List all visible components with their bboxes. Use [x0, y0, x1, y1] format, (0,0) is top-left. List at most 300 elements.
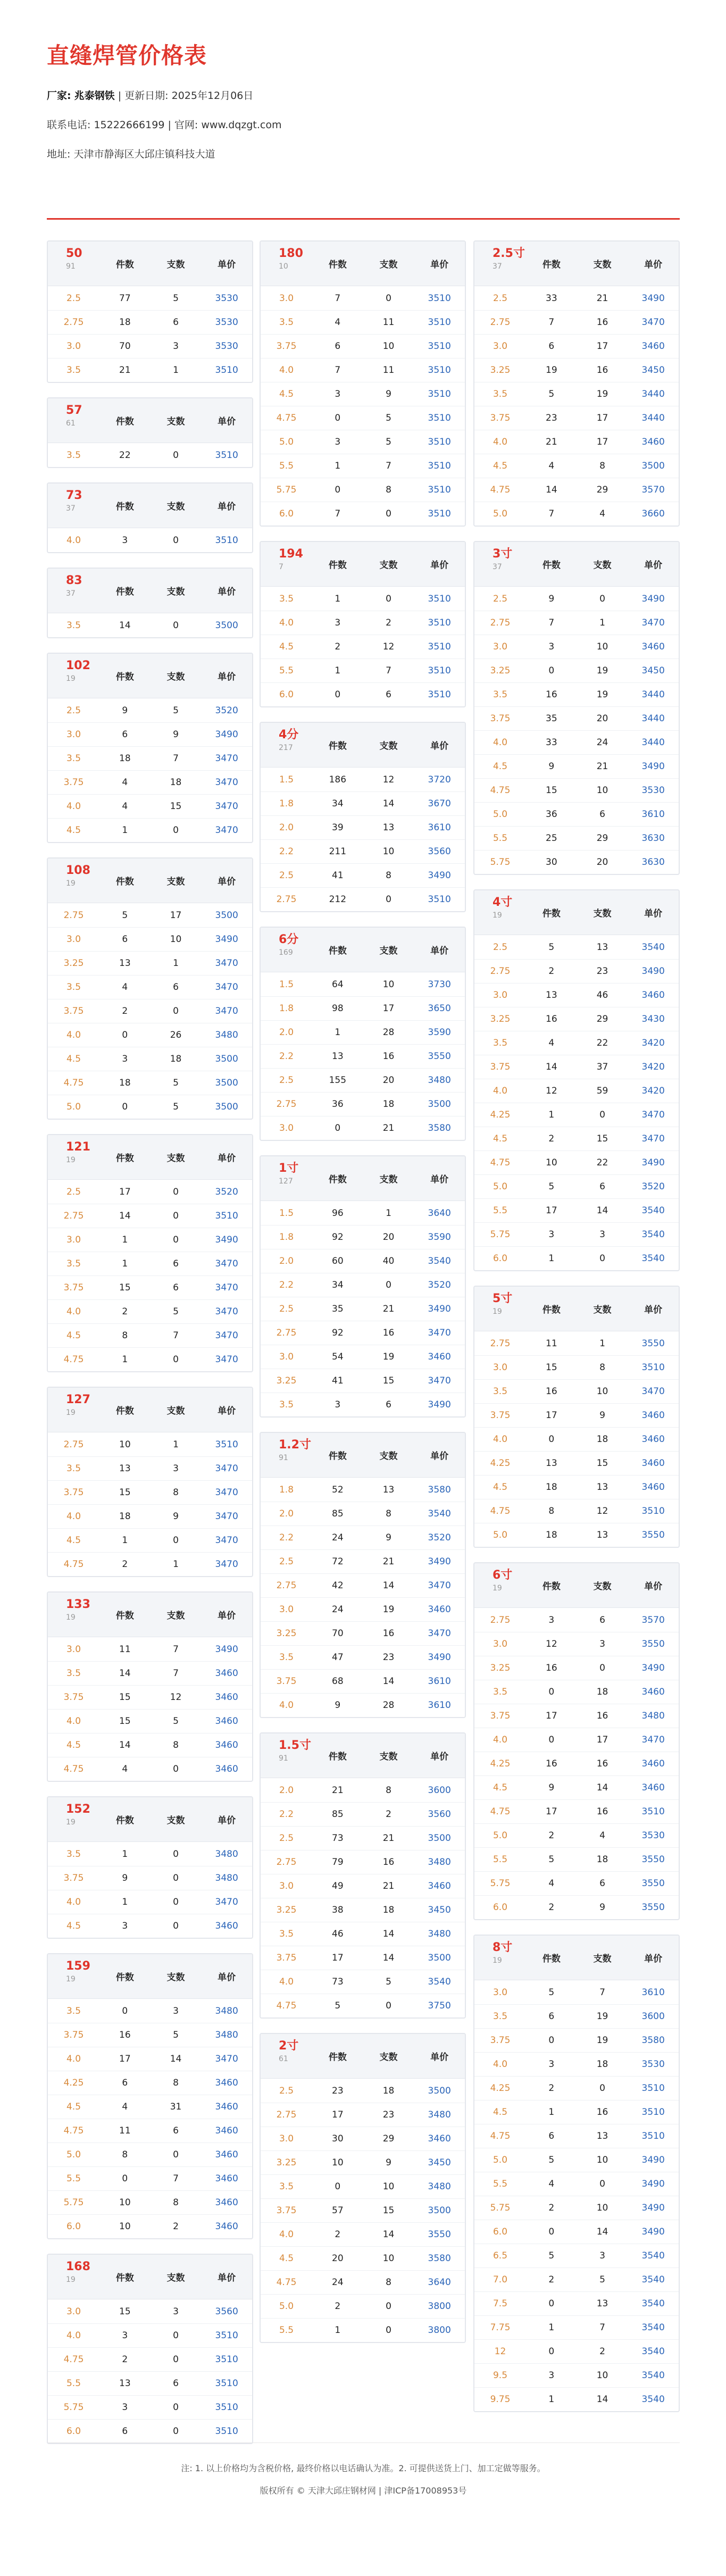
- price-cell: 3470: [641, 1133, 665, 1144]
- table-row: [48, 1709, 252, 1733]
- table-row: [48, 334, 252, 358]
- qty-cell: 17: [546, 1711, 557, 1721]
- pcs-cell: 7: [173, 1644, 179, 1655]
- pipe-size: 127: [66, 1393, 90, 1406]
- pcs-cell: 29: [382, 2133, 395, 2144]
- table-header: [474, 890, 679, 935]
- price-table: [473, 1562, 680, 1920]
- price-cell: 3460: [641, 641, 665, 652]
- table-row: [261, 1802, 465, 1826]
- qty-cell: 3: [335, 1399, 341, 1410]
- table-header: [48, 1135, 252, 1180]
- pcs-cell: 14: [596, 1205, 608, 1216]
- pcs-cell: 5: [599, 2274, 605, 2285]
- pcs-cell: 3: [173, 341, 179, 352]
- pcs-cell: 16: [382, 1857, 395, 1868]
- thickness-cell: 3.0: [66, 2306, 81, 2317]
- thickness-cell: 6.5: [493, 2250, 508, 2261]
- price-header: 单价: [644, 1581, 663, 1592]
- pcs-cell: 0: [386, 2325, 391, 2336]
- pcs-cell: 6: [173, 317, 179, 328]
- qty-cell: 9: [122, 1873, 128, 1883]
- price-cell: 3460: [215, 1921, 238, 1931]
- table-row: [48, 2143, 252, 2166]
- thickness-cell: 3.75: [490, 1711, 511, 1721]
- thickness-cell: 3.25: [276, 1628, 297, 1639]
- price-cell: 3480: [215, 2005, 238, 2016]
- thickness-cell: 4.25: [490, 1758, 511, 1769]
- price-header: 单价: [644, 260, 663, 270]
- price-cell: 3480: [215, 1030, 238, 1040]
- qty-cell: 0: [548, 1735, 555, 1745]
- price-cell: 3500: [428, 1099, 451, 1110]
- table-row: [48, 286, 252, 310]
- qty-header: 件数: [115, 416, 134, 427]
- thickness-cell: 7.0: [493, 2274, 508, 2285]
- pcs-cell: 10: [596, 2155, 608, 2165]
- table-row: [261, 587, 465, 611]
- price-header: 单价: [430, 560, 449, 571]
- pcs-header: 支数: [166, 502, 185, 512]
- table-row: [261, 1321, 465, 1345]
- qty-cell: 3: [122, 2402, 128, 2413]
- price-cell: 3510: [215, 2378, 238, 2389]
- qty-cell: 211: [329, 846, 347, 857]
- price-cell: 3530: [215, 293, 238, 304]
- thickness-cell: 3.5: [493, 1386, 508, 1397]
- table-row: [261, 1393, 465, 1416]
- pcs-header: 支数: [379, 1752, 398, 1762]
- thickness-cell: 2.5: [279, 870, 294, 881]
- price-cell: 3510: [641, 1806, 665, 1817]
- qty-cell: 14: [546, 485, 557, 495]
- qty-cell: 16: [546, 1386, 557, 1397]
- thickness-cell: 2.0: [279, 822, 294, 833]
- price-cell: 3490: [641, 2203, 665, 2213]
- price-cell: 3510: [428, 389, 451, 399]
- pcs-cell: 7: [599, 1987, 605, 1998]
- pcs-cell: 29: [596, 1014, 608, 1024]
- thickness-cell: 4.0: [279, 1700, 294, 1711]
- table-row: [48, 2299, 252, 2323]
- table-row: [474, 478, 679, 502]
- pcs-header: 支数: [379, 1174, 398, 1185]
- table-row: [474, 1656, 679, 1680]
- pcs-cell: 21: [596, 761, 608, 772]
- price-cell: 3510: [428, 437, 451, 447]
- qty-cell: 24: [332, 2277, 344, 2288]
- price-cell: 3530: [641, 1830, 665, 1841]
- price-cell: 3480: [215, 1873, 238, 1883]
- thickness-cell: 3.5: [279, 1652, 294, 1663]
- table-row: [48, 358, 252, 382]
- price-cell: 3440: [641, 413, 665, 423]
- qty-cell: 52: [332, 1484, 344, 1495]
- price-cell: 3500: [215, 1054, 238, 1064]
- price-header: 单价: [218, 672, 236, 682]
- pcs-cell: 18: [596, 1854, 608, 1865]
- qty-cell: 23: [546, 413, 557, 423]
- table-row: [474, 1523, 679, 1547]
- qty-header: 件数: [328, 741, 347, 752]
- pcs-cell: 10: [170, 934, 182, 945]
- table-row: [48, 2095, 252, 2119]
- pcs-cell: 31: [170, 2102, 182, 2112]
- pcs-cell: 8: [599, 1362, 605, 1373]
- pcs-cell: 9: [173, 1511, 179, 1522]
- price-header: 单价: [430, 946, 449, 956]
- qty-cell: 17: [546, 1806, 557, 1817]
- price-cell: 3590: [428, 1027, 451, 1038]
- table-row: [474, 1475, 679, 1499]
- price-cell: 3510: [215, 2330, 238, 2341]
- qty-cell: 1: [122, 1897, 128, 1907]
- thickness-cell: 2.5: [279, 1833, 294, 1844]
- pcs-cell: 8: [173, 2078, 179, 2088]
- qty-header: 件数: [115, 260, 134, 270]
- qty-cell: 41: [332, 870, 344, 881]
- table-row: [474, 1980, 679, 2004]
- qty-cell: 24: [332, 1604, 344, 1615]
- price-table: [260, 1155, 466, 1418]
- qty-header: 件数: [328, 260, 347, 270]
- qty-cell: 98: [332, 1003, 344, 1014]
- price-cell: 3440: [641, 389, 665, 399]
- price-table: [47, 1953, 253, 2239]
- qty-cell: 14: [119, 620, 131, 631]
- price-cell: 3500: [215, 1102, 238, 1112]
- table-row: [261, 1273, 465, 1297]
- price-header: 单价: [218, 1815, 236, 1826]
- qty-cell: 15: [119, 1692, 131, 1703]
- price-table: [260, 1432, 466, 1718]
- pipe-size: 4分: [279, 728, 299, 741]
- table-row: [474, 935, 679, 959]
- thickness-cell: 5.75: [276, 485, 297, 495]
- price-cell: 3540: [641, 2250, 665, 2261]
- pcs-cell: 40: [382, 1256, 395, 1266]
- thickness-cell: 2.75: [490, 317, 511, 328]
- qty-cell: 3: [122, 2330, 128, 2341]
- size-cell: [261, 542, 312, 586]
- pcs-cell: 20: [382, 1075, 395, 1086]
- table-row: [48, 1047, 252, 1071]
- pcs-cell: 5: [173, 1078, 179, 1088]
- pcs-cell: 18: [170, 1054, 182, 1064]
- price-cell: 3520: [428, 1532, 451, 1543]
- table-row: [48, 1733, 252, 1757]
- pcs-header: 支数: [166, 2273, 185, 2283]
- thickness-cell: 3.5: [66, 365, 81, 376]
- qty-header: 件数: [542, 260, 561, 270]
- table-row: [474, 2291, 679, 2315]
- qty-cell: 3: [122, 1054, 128, 1064]
- price-cell: 3470: [215, 982, 238, 993]
- pcs-cell: 19: [596, 689, 608, 700]
- price-cell: 3610: [641, 809, 665, 820]
- table-row: [48, 999, 252, 1023]
- pcs-cell: 0: [386, 1280, 391, 1290]
- thickness-cell: 3.75: [490, 2035, 511, 2046]
- qty-cell: 11: [119, 1644, 131, 1655]
- qty-cell: 1: [122, 825, 128, 836]
- price-table: [47, 857, 253, 1120]
- pcs-cell: 7: [173, 1668, 179, 1679]
- price-cell: 3490: [641, 966, 665, 977]
- pcs-header: 支数: [593, 1305, 612, 1315]
- table-row: [48, 1071, 252, 1095]
- pcs-cell: 28: [382, 1700, 395, 1711]
- thickness-cell: 4.75: [490, 2131, 511, 2141]
- price-cell: 3550: [641, 1338, 665, 1349]
- price-cell: 3490: [641, 2179, 665, 2189]
- thickness-cell: 9.75: [490, 2394, 511, 2405]
- qty-cell: 17: [546, 1410, 557, 1421]
- thickness-cell: 3.75: [63, 1487, 84, 1498]
- price-cell: 3580: [428, 1123, 451, 1133]
- pcs-cell: 5: [386, 413, 391, 423]
- thickness-cell: 4.0: [66, 2330, 81, 2341]
- price-cell: 3530: [641, 2059, 665, 2070]
- thickness-cell: 3.0: [279, 1123, 294, 1133]
- table-row: [48, 2071, 252, 2095]
- price-cell: 3470: [215, 1559, 238, 1570]
- pipe-size: 168: [66, 2260, 90, 2273]
- thickness-cell: 5.0: [493, 809, 508, 820]
- footer-copyright: 版权所有 © 天津大邱庄钢材网 | 津ICP备17008953号: [260, 2486, 467, 2496]
- price-cell: 3660: [641, 508, 665, 519]
- price-cell: 3470: [215, 1897, 238, 1907]
- pcs-cell: 3: [599, 1639, 605, 1649]
- pcs-cell: 14: [382, 798, 395, 809]
- thickness-cell: 4.0: [493, 2059, 508, 2070]
- table-row: [261, 2246, 465, 2270]
- qty-cell: 70: [332, 1628, 344, 1639]
- thickness-cell: 3.0: [66, 341, 81, 352]
- pcs-cell: 13: [596, 1530, 608, 1540]
- table-row: [474, 754, 679, 778]
- pcs-cell: 6: [173, 982, 179, 993]
- price-cell: 3510: [428, 894, 451, 905]
- price-cell: 3560: [215, 2306, 238, 2317]
- price-cell: 3500: [641, 461, 665, 471]
- thickness-cell: 4.5: [493, 1133, 508, 1144]
- pcs-cell: 17: [596, 341, 608, 352]
- price-header: 单价: [430, 741, 449, 752]
- table-row: [261, 887, 465, 911]
- pcs-cell: 0: [173, 2149, 179, 2160]
- thickness-cell: 5.5: [493, 833, 508, 844]
- pcs-cell: 15: [382, 2205, 395, 2216]
- pipe-count: 37: [66, 504, 76, 513]
- qty-header: 件数: [542, 908, 561, 919]
- qty-cell: 212: [329, 894, 347, 905]
- qty-cell: 15: [119, 1716, 131, 1727]
- table-row: [474, 2004, 679, 2028]
- table-row: [261, 839, 465, 863]
- thickness-cell: 3.5: [66, 982, 81, 993]
- qty-cell: 6: [335, 341, 341, 352]
- pcs-cell: 29: [596, 485, 608, 495]
- price-table: [473, 240, 680, 527]
- size-cell: [48, 483, 99, 528]
- qty-cell: 72: [332, 1556, 344, 1567]
- pcs-cell: 14: [382, 1953, 395, 1963]
- price-cell: 3490: [641, 293, 665, 304]
- table-row: [261, 1826, 465, 1850]
- pcs-header: 支数: [379, 560, 398, 571]
- pcs-header: 支数: [593, 908, 612, 919]
- price-cell: 3470: [215, 1535, 238, 1546]
- price-column-3: [473, 240, 680, 2427]
- table-row: [474, 2267, 679, 2291]
- thickness-cell: 4.5: [66, 1535, 81, 1546]
- pcs-cell: 0: [386, 293, 391, 304]
- thickness-cell: 3.0: [66, 729, 81, 740]
- price-cell: 3490: [215, 934, 238, 945]
- price-cell: 3510: [428, 461, 451, 471]
- qty-cell: 6: [122, 2078, 128, 2088]
- price-table: [260, 2033, 466, 2343]
- qty-cell: 1: [335, 665, 341, 676]
- thickness-cell: 2.5: [279, 1556, 294, 1567]
- pcs-cell: 11: [382, 317, 395, 328]
- qty-cell: 0: [122, 1102, 128, 1112]
- qty-cell: 68: [332, 1676, 344, 1687]
- price-cell: 3470: [641, 1386, 665, 1397]
- table-row: [474, 1151, 679, 1174]
- thickness-cell: 5.5: [493, 2179, 508, 2189]
- pipe-count: 7: [279, 563, 283, 571]
- thickness-cell: 5.0: [66, 1102, 81, 1112]
- thickness-cell: 4.5: [66, 2102, 81, 2112]
- price-cell: 3460: [641, 1687, 665, 1697]
- pcs-cell: 4: [599, 1830, 605, 1841]
- qty-cell: 2: [548, 1902, 555, 1913]
- thickness-cell: 3.75: [63, 1873, 84, 1883]
- thickness-cell: 3.5: [493, 689, 508, 700]
- table-row: [474, 1031, 679, 1055]
- thickness-cell: 4.75: [63, 2354, 84, 2365]
- pcs-cell: 9: [386, 1532, 391, 1543]
- pcs-header: 支数: [166, 260, 185, 270]
- qty-header: 件数: [115, 1153, 134, 1164]
- price-cell: 3460: [641, 1458, 665, 1469]
- thickness-cell: 9.5: [493, 2370, 508, 2381]
- price-column-2: [260, 240, 466, 2357]
- pcs-cell: 6: [599, 1181, 605, 1192]
- table-row: [48, 818, 252, 842]
- pcs-cell: 0: [173, 449, 179, 461]
- pcs-cell: 5: [173, 705, 179, 716]
- price-cell: 3460: [428, 1352, 451, 1362]
- qty-header: 件数: [542, 560, 561, 571]
- price-cell: 3520: [215, 1186, 238, 1197]
- pcs-cell: 0: [173, 1235, 179, 1245]
- pcs-cell: 10: [382, 341, 395, 352]
- price-table: [47, 240, 253, 383]
- pcs-cell: 0: [386, 2000, 391, 2011]
- thickness-cell: 4.75: [490, 1806, 511, 1817]
- pipe-count: 37: [493, 262, 502, 271]
- price-cell: 3510: [641, 2107, 665, 2118]
- thickness-cell: 5.5: [66, 2173, 81, 2184]
- table-row: [261, 863, 465, 887]
- qty-cell: 2: [548, 1830, 555, 1841]
- table-row: [261, 1898, 465, 1922]
- qty-cell: 4: [335, 317, 341, 328]
- table-row: [48, 2119, 252, 2143]
- thickness-cell: 6.0: [279, 689, 294, 700]
- qty-cell: 10: [332, 2157, 344, 2168]
- price-table: [47, 482, 253, 553]
- qty-cell: 30: [332, 2133, 344, 2144]
- price-cell: 3500: [428, 1953, 451, 1963]
- thickness-cell: 2.5: [66, 293, 81, 304]
- qty-cell: 15: [119, 1282, 131, 1293]
- pcs-cell: 0: [386, 593, 391, 604]
- price-cell: 3490: [641, 593, 665, 604]
- table-row: [261, 430, 465, 454]
- table-row: [48, 746, 252, 770]
- size-cell: [261, 1433, 312, 1477]
- pcs-cell: 8: [386, 485, 391, 495]
- pcs-cell: 17: [596, 437, 608, 447]
- qty-cell: 5: [548, 2250, 555, 2261]
- price-table: [260, 722, 466, 912]
- pcs-cell: 16: [596, 2107, 608, 2118]
- qty-cell: 5: [335, 2000, 341, 2011]
- pcs-cell: 15: [170, 801, 182, 812]
- table-header: [48, 654, 252, 698]
- pcs-cell: 3: [173, 2306, 179, 2317]
- pcs-cell: 0: [173, 1354, 179, 1365]
- price-cell: 3460: [215, 2078, 238, 2088]
- price-cell: 3470: [641, 1735, 665, 1745]
- qty-cell: 25: [546, 833, 557, 844]
- qty-cell: 1: [335, 1027, 341, 1038]
- pipe-count: 19: [493, 911, 502, 920]
- qty-header: 件数: [542, 1954, 561, 1964]
- price-cell: 3560: [428, 846, 451, 857]
- qty-cell: 34: [332, 798, 344, 809]
- table-row: [261, 2294, 465, 2318]
- price-cell: 3510: [641, 2083, 665, 2094]
- table-row: [474, 706, 679, 730]
- qty-cell: 18: [546, 1530, 557, 1540]
- pcs-cell: 0: [173, 1211, 179, 1221]
- pcs-cell: 0: [173, 1186, 179, 1197]
- pcs-cell: 13: [596, 941, 608, 953]
- pipe-count: 91: [66, 262, 76, 271]
- table-row: [474, 502, 679, 526]
- thickness-cell: 3.0: [279, 1352, 294, 1362]
- table-header: [48, 1388, 252, 1432]
- pipe-size: 194: [279, 547, 303, 561]
- table-row: [474, 1355, 679, 1379]
- qty-cell: 11: [546, 1338, 557, 1349]
- table-row: [261, 1922, 465, 1946]
- pipe-size: 108: [66, 864, 90, 877]
- size-cell: [474, 241, 526, 286]
- pipe-count: 19: [493, 1956, 502, 1965]
- thickness-cell: 3.75: [63, 777, 84, 788]
- qty-header: 件数: [328, 946, 347, 956]
- size-cell: [48, 1954, 99, 1998]
- qty-cell: 155: [329, 1075, 347, 1086]
- qty-cell: 30: [546, 857, 557, 868]
- pipe-count: 217: [279, 744, 293, 752]
